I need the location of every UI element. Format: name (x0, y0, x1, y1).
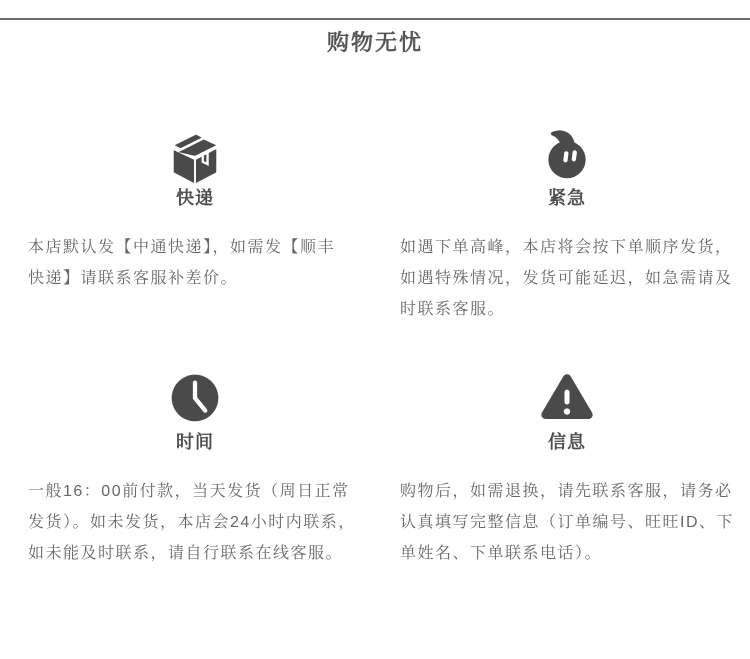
desc-line: 快递】请联系客服补差价。 (28, 270, 239, 287)
desc-line: 如遇特殊情况，发货可能延迟，如急需请及 (400, 270, 733, 287)
desc-line: 本店默认发【中通快递】，如需发【顺丰 (28, 239, 336, 256)
desc-line: 一般16：00前付款，当天发货（周日正常 (28, 483, 350, 500)
section-label-urgent: 紧急 (548, 188, 586, 208)
section-desc-urgent (400, 232, 734, 325)
section-desc-info (400, 476, 734, 569)
top-divider (0, 18, 750, 20)
section-urgent (400, 126, 734, 325)
section-time (28, 370, 362, 569)
section-label-info: 信息 (548, 432, 586, 452)
warning-triangle-icon (539, 370, 595, 426)
desc-line: 发货）。如未发货，本店会24小时内联系， (28, 514, 356, 531)
page-title: 购物无忧 (326, 30, 423, 55)
desc-line: 单姓名、下单联系电话）。 (400, 545, 603, 562)
section-desc-time (28, 476, 362, 569)
chat-bubble-icon (539, 126, 595, 182)
section-express (28, 126, 362, 325)
package-box-icon (166, 125, 224, 183)
section-label-express: 快递 (176, 188, 214, 208)
desc-line: 时联系客服。 (400, 301, 506, 318)
section-desc-express (28, 232, 362, 294)
section-info (400, 370, 734, 569)
section-label-time: 时间 (176, 432, 214, 452)
desc-line: 认真填写完整信息（订单编号、旺旺ID、下 (400, 514, 735, 531)
desc-line: 如未能及时联系，请自行联系在线客服。 (28, 545, 344, 562)
desc-line: 如遇下单高峰，本店将会按下单顺序发货， (400, 239, 733, 256)
info-grid (0, 126, 750, 569)
worry-free-shopping-panel (0, 18, 750, 659)
desc-line: 购物后，如需退换，请先联系客服，请务必 (400, 483, 733, 500)
clock-icon (167, 370, 223, 426)
